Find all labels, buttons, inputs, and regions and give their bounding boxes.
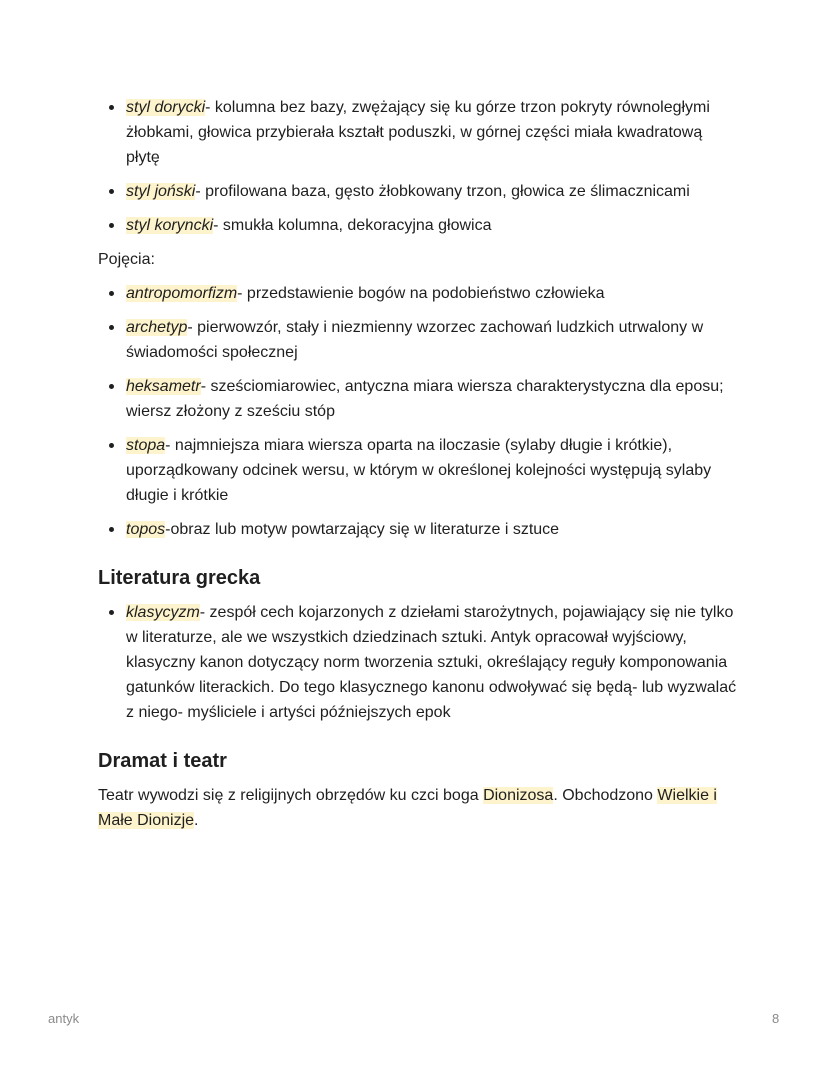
list-item [98,374,738,424]
term: stopa [126,437,166,454]
highlighted-text: Wielkie i Małe Dionizje [98,787,717,829]
term: topos [126,521,166,538]
definition: - przedstawienie bogów na podobieństwo człowieka [237,285,605,302]
dramat-paragraph [98,783,738,833]
list-item [98,213,738,238]
concepts-list [98,281,738,542]
definition: - sześciomiarowiec, antyczna miara wiersza charakterystyczna dla eposu; wiersz złożony z sześciu stóp [126,378,724,420]
list-item [98,517,738,542]
term: heksametr [126,378,201,395]
definition: - pierwowzór, stały i niezmienny wzorzec zachowań ludzkich utrwalony w świadomości społecznej [126,319,704,361]
section-heading-literatura: Literatura grecka [98,567,261,589]
list-item [98,179,738,204]
list-item [98,281,738,306]
term: styl joński [126,183,196,200]
paragraph-text: . Obchodzono [553,787,658,804]
term: styl koryncki [126,217,214,234]
paragraph-text: . [194,812,199,829]
term: antropomorfizm [126,285,238,302]
definition: - kolumna bez bazy, zwężający się ku górze trzon pokryty równoległymi żłobkami, głowica przybierała kształt poduszki, w górnej części miała kwadratową płytę [126,99,710,166]
list-item [98,315,738,365]
term: archetyp [126,319,188,336]
definition: - zespół cech kojarzonych z dziełami starożytnych, pojawiający się nie tylko w literaturze, ale we wszystkich dziedzinach sztuki. Antyk opracował wyjściowy, klasyczny kanon dotyczący norm tworzenia sztuki, określający reguły komponowania gatunków literackich. Do tego klasycznego kanonu odwoływać się będą- lub wyzwalać z niego- myśliciele i artyści późniejszych epok [126,604,737,721]
literatura-list [98,600,738,725]
definition: - smukła kolumna, dekoracyjna głowica [213,217,492,234]
list-item [98,95,738,170]
term: styl dorycki [126,99,206,116]
highlighted-text: Dionizosa [483,787,554,804]
section-heading-dramat: Dramat i teatr [98,750,227,772]
definition: -obraz lub motyw powtarzający się w literaturze i sztuce [165,521,560,538]
footer-chapter-name: antyk [48,1011,80,1026]
term: klasycyzm [126,604,200,621]
paragraph-text: Teatr wywodzi się z religijnych obrzędów ku czci boga [98,787,484,804]
definition: - profilowana baza, gęsto żłobkowany trzon, głowica ze ślimacznicami [195,183,690,200]
list-item [98,600,738,725]
column-styles-list [98,95,738,238]
definition: - najmniejsza miara wiersza oparta na iloczasie (sylaby długie i krótkie), uporządkowany odcinek wersu, w którym w określonej kolejności występują sylaby długie i krótkie [126,437,712,504]
list-item [98,433,738,508]
document-content [98,95,738,842]
footer-page-number: 8 [772,1011,780,1026]
concepts-label: Pojęcia: [98,251,155,268]
